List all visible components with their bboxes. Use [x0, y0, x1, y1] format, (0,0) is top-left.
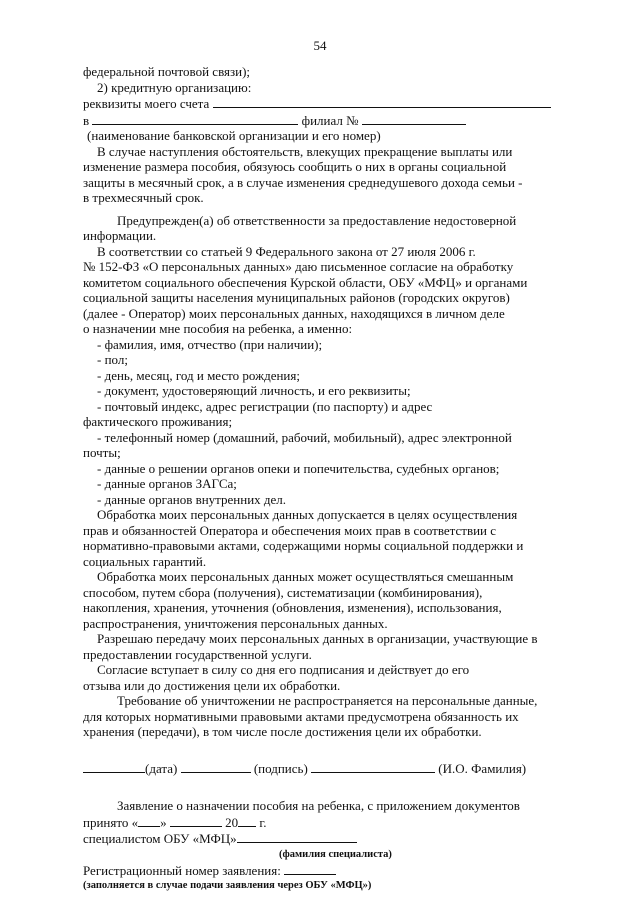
- text-line: изменение размера пособия, обязуюсь сообщить о них в органы социальной: [83, 159, 507, 174]
- document-body: [83, 64, 553, 892]
- text-line: в трехмесячный срок.: [83, 190, 204, 205]
- specialist-label: специалистом ОБУ «МФЦ»: [83, 831, 237, 846]
- text-line: В случае наступления обстоятельств, влекущих прекращение выплаты или: [97, 143, 513, 159]
- list-item: - фамилия, имя, отчество (при наличии);: [97, 336, 323, 352]
- date-caption: (дата): [145, 760, 178, 776]
- list-item: почты;: [83, 445, 121, 460]
- text-line: Согласие вступает в силу со дня его подписания и действует до его: [97, 662, 470, 677]
- signature-caption: (подпись): [253, 760, 308, 776]
- text-line: № 152-ФЗ «О персональных данных» даю письменное согласие на обработку: [83, 259, 514, 274]
- text-line: защиты в месячный срок, а в случае изменения среднедушевого дохода семьи -: [83, 174, 523, 190]
- specialist-caption: (фамилия специалиста): [279, 848, 392, 860]
- text-line: для которых нормативными правовыми актами предусмотрена обязанность их: [83, 708, 519, 724]
- signature-field[interactable]: [181, 760, 251, 773]
- text-line: (далее - Оператор) моих персональных данных, находящихся в личном деле: [83, 305, 505, 321]
- text-line: нормативно-правовыми актами, содержащими нормы социальной поддержки и: [83, 538, 524, 553]
- text-line: распространения, уничтожения персональных данных.: [83, 615, 388, 631]
- specialist-field[interactable]: [237, 830, 357, 843]
- accepted-line: [83, 814, 553, 831]
- list-item: фактического проживания;: [83, 414, 233, 429]
- registration-note: (заполняется в случае подачи заявления через ОБУ «МФЦ»): [83, 879, 372, 891]
- text-line: предоставлении государственной услуги.: [83, 646, 312, 662]
- text-line: хранения (передачи), в том числе после достижения цели их обработки.: [83, 724, 482, 739]
- text-line: социальных гарантий.: [83, 553, 207, 569]
- year-suffix: г.: [259, 814, 267, 830]
- day-field[interactable]: [138, 814, 160, 827]
- text-line: Разрешаю передачу моих персональных данных в организации, участвующие в: [97, 631, 538, 646]
- branch-number-field[interactable]: [362, 112, 466, 125]
- bank-line: [83, 112, 553, 129]
- branch-label: филиал №: [301, 112, 359, 128]
- account-label: реквизиты моего счета: [83, 96, 210, 111]
- text-line: Требование об уничтожении не распространяется на персональные данные,: [117, 693, 538, 708]
- year-prefix: 20: [225, 814, 239, 830]
- month-field[interactable]: [170, 814, 222, 827]
- registration-line: [83, 862, 553, 879]
- list-item: - пол;: [97, 352, 128, 367]
- text-line: комитетом социального обеспечения Курской области, ОБУ «МФЦ» и органами: [83, 274, 528, 290]
- text-line: Предупрежден(а) об ответственности за предоставление недостоверной: [117, 212, 517, 228]
- quote-close: »: [160, 814, 167, 830]
- text-line: федеральной почтовой связи);: [83, 64, 251, 79]
- signature-row: [83, 760, 553, 777]
- list-item: - данные о решении органов опеки и попечительства, судебных органов;: [97, 460, 500, 476]
- year-field[interactable]: [238, 814, 256, 827]
- text-line: Заявление о назначении пособия на ребенка, с приложением документов: [117, 798, 520, 813]
- list-item: - почтовый индекс, адрес регистрации (по паспорту) и адрес: [97, 398, 433, 414]
- accepted-label: принято «: [83, 814, 139, 830]
- date-field[interactable]: [83, 760, 145, 773]
- account-field[interactable]: [213, 95, 551, 108]
- text-line: 2) кредитную организацию:: [97, 79, 252, 95]
- text-line: накопления, хранения, уточнения (обновления, изменения), использования,: [83, 600, 502, 615]
- bank-name-field[interactable]: [92, 112, 298, 125]
- specialist-line: [83, 830, 553, 847]
- bank-caption: (наименование банковской организации и его номер): [87, 128, 381, 143]
- name-field[interactable]: [311, 760, 435, 773]
- name-caption: (И.О. Фамилия): [438, 760, 527, 776]
- text-line: о назначении мне пособия на ребенка, а именно:: [83, 321, 353, 336]
- list-item: - данные органов внутренних дел.: [97, 491, 287, 507]
- page-number: 54: [313, 38, 327, 53]
- text-line: информации.: [83, 228, 157, 243]
- text-line: отзыва или до достижения цели их обработки.: [83, 677, 341, 693]
- text-line: В соответствии со статьей 9 Федерального закона от 27 июля 2006 г.: [97, 243, 476, 259]
- registration-label: Регистрационный номер заявления:: [83, 863, 281, 878]
- list-item: - телефонный номер (домашний, рабочий, мобильный), адрес электронной: [97, 429, 512, 445]
- text-line: социальной защиты населения муниципальных районов (городских округов): [83, 290, 510, 305]
- list-item: - день, месяц, год и место рождения;: [97, 367, 300, 383]
- list-item: - данные органов ЗАГСа;: [97, 476, 237, 491]
- text-line: Обработка моих персональных данных допускается в целях осуществления: [97, 507, 518, 522]
- text-line: способом, путем сбора (получения), систематизации (комбинирования),: [83, 584, 483, 600]
- account-line: [83, 95, 553, 112]
- text-line: прав и обязанностей Оператора и обеспечения моих прав в соответствии с: [83, 522, 497, 538]
- bank-prefix: в: [83, 112, 90, 128]
- list-item: - документ, удостоверяющий личность, и его реквизиты;: [97, 383, 411, 398]
- text-line: Обработка моих персональных данных может осуществляться смешанным: [97, 569, 514, 584]
- registration-field[interactable]: [284, 862, 336, 875]
